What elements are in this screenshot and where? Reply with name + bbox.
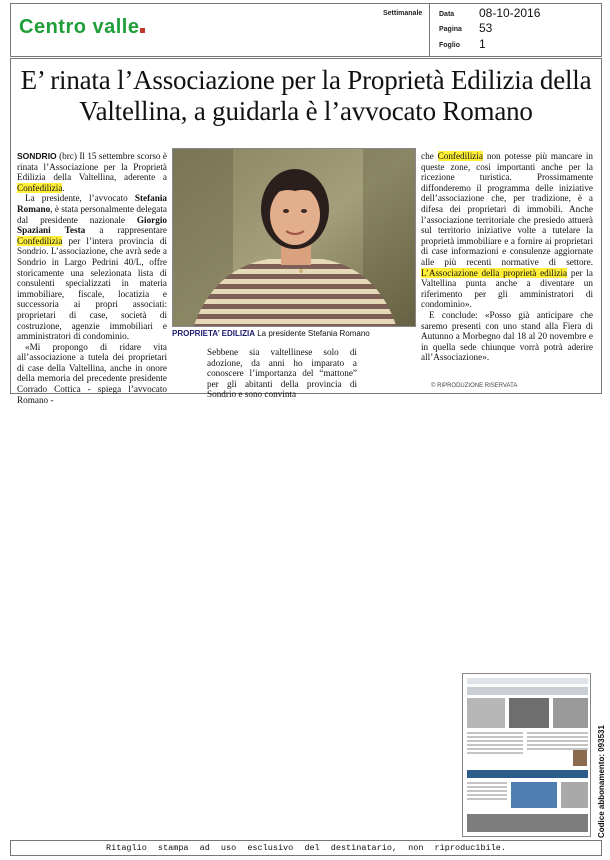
text-run: La presidente, l’avvocato bbox=[25, 193, 135, 204]
clipping-header bbox=[10, 3, 602, 57]
copyright-notice: © RIPRODUZIONE RISERVATA bbox=[431, 383, 518, 389]
article bbox=[10, 58, 602, 405]
data-label: Data bbox=[439, 11, 455, 18]
headline: E’ rinata l’Associazione per la Proprietà Edilizia della Valtellina, a guidarla è l’avvocato Romano bbox=[20, 65, 592, 126]
foglio-label: Foglio bbox=[439, 42, 460, 49]
subscription-code: Codice abbonamento: 093531 bbox=[597, 725, 606, 838]
periodicity: Settimanale bbox=[383, 10, 423, 17]
article-column-1 bbox=[17, 151, 167, 405]
highlighted-text: Confedilizia bbox=[17, 235, 63, 246]
article-column-3 bbox=[421, 151, 593, 363]
logo-dot-icon bbox=[140, 28, 145, 33]
page-thumbnail-image bbox=[463, 674, 591, 837]
highlighted-text: L’Associazione della proprietà edilizia bbox=[421, 267, 568, 278]
text-run: a rappresentare bbox=[85, 225, 167, 236]
text-run: non potesse più mancare in queste zone, così importanti anche per la ricezione turistica. Prossimamente diffonderemo il programma delle iniziative dell’associazione che, per tradizione, è a difesa dei proprietari di immobili. Anche l’associazione territoriale che presiedo attuerà sul territorio iniziative volte a tutelare la proprietà immobiliare e a fornire ai proprietari di case informazioni e consulenze aggiornate alle più recenti normative di settore. bbox=[421, 151, 594, 267]
pagina-value: 53 bbox=[479, 21, 493, 35]
text-run: che bbox=[421, 151, 438, 161]
text-run: . bbox=[62, 182, 65, 193]
text-run: per la Valtellina punta anche a diventare un riferimento per gli amministratori di condominio». bbox=[421, 267, 593, 310]
portrait-image bbox=[173, 149, 416, 327]
paragraph bbox=[17, 151, 167, 193]
paragraph: E conclude: «Posso già anticipare che saremo presenti con uno stand alla Fiera di Autunno a Morbegno dal 18 al 20 novembre e in quella sede chiunque vorrà potrà aderire all’Associazione». bbox=[421, 309, 593, 363]
dateline: SONDRIO bbox=[17, 151, 57, 161]
text-run: per l’intera provincia di Sondrio. L’associazione, che avrà sede a Sondrio in Largo Pedrini 40/L, offre storicamente una selezionata lista di consulenti specializzati in materia immobiliare, fiscale, locatizia e successoria ai propri associati: proprietari di case, società di costruzione, agenzie immobiliari e amministratori di condominio. bbox=[17, 235, 167, 342]
highlighted-text: Confedilizia bbox=[17, 182, 63, 193]
paragraph: Sebbene sia valtellinese solo di adozione, da anni ho imparato a conoscere l’importanza del “mattone” per gli abitanti della provincia di Sondrio e sono convinta bbox=[207, 347, 357, 400]
header-divider bbox=[429, 4, 430, 56]
paragraph bbox=[421, 151, 593, 310]
portrait-photo bbox=[172, 148, 416, 327]
article-column-2 bbox=[207, 347, 357, 400]
caption-text: La presidente Stefania Romano bbox=[254, 329, 370, 338]
pagina-label: Pagina bbox=[439, 26, 462, 33]
text-run: (brc) Il 15 settembre scorso è rinata l’Associazione per la Proprietà Edilizia della Valtellina, aderente a bbox=[17, 151, 167, 183]
paragraph bbox=[17, 193, 167, 341]
caption-kicker: PROPRIETA’ EDILIZIA bbox=[172, 329, 255, 338]
page-thumbnail bbox=[462, 673, 591, 837]
newspaper-logo: Centro valle bbox=[19, 16, 145, 39]
highlighted-text: Confedilizia bbox=[437, 151, 484, 161]
data-value: 08-10-2016 bbox=[479, 6, 541, 20]
paragraph: «Mi propongo di ridare vita all’associazione a tutela dei proprietari di case della Valtellina, anche in onore della memoria del precedente presidente Corrado Cottica - spiega l’avvocato Romano - bbox=[17, 341, 167, 405]
photo-caption bbox=[172, 329, 416, 338]
bold-name: Giorgio Spaziani Testa bbox=[17, 214, 167, 236]
footer-notice: Ritaglio stampa ad uso esclusivo del destinatario, non riproducibile. bbox=[10, 840, 602, 856]
text-run: , è stata personalmente delegata dal presidente nazionale bbox=[17, 203, 167, 225]
foglio-value: 1 bbox=[479, 37, 486, 51]
bold-name: Stefania Romano bbox=[17, 193, 167, 214]
